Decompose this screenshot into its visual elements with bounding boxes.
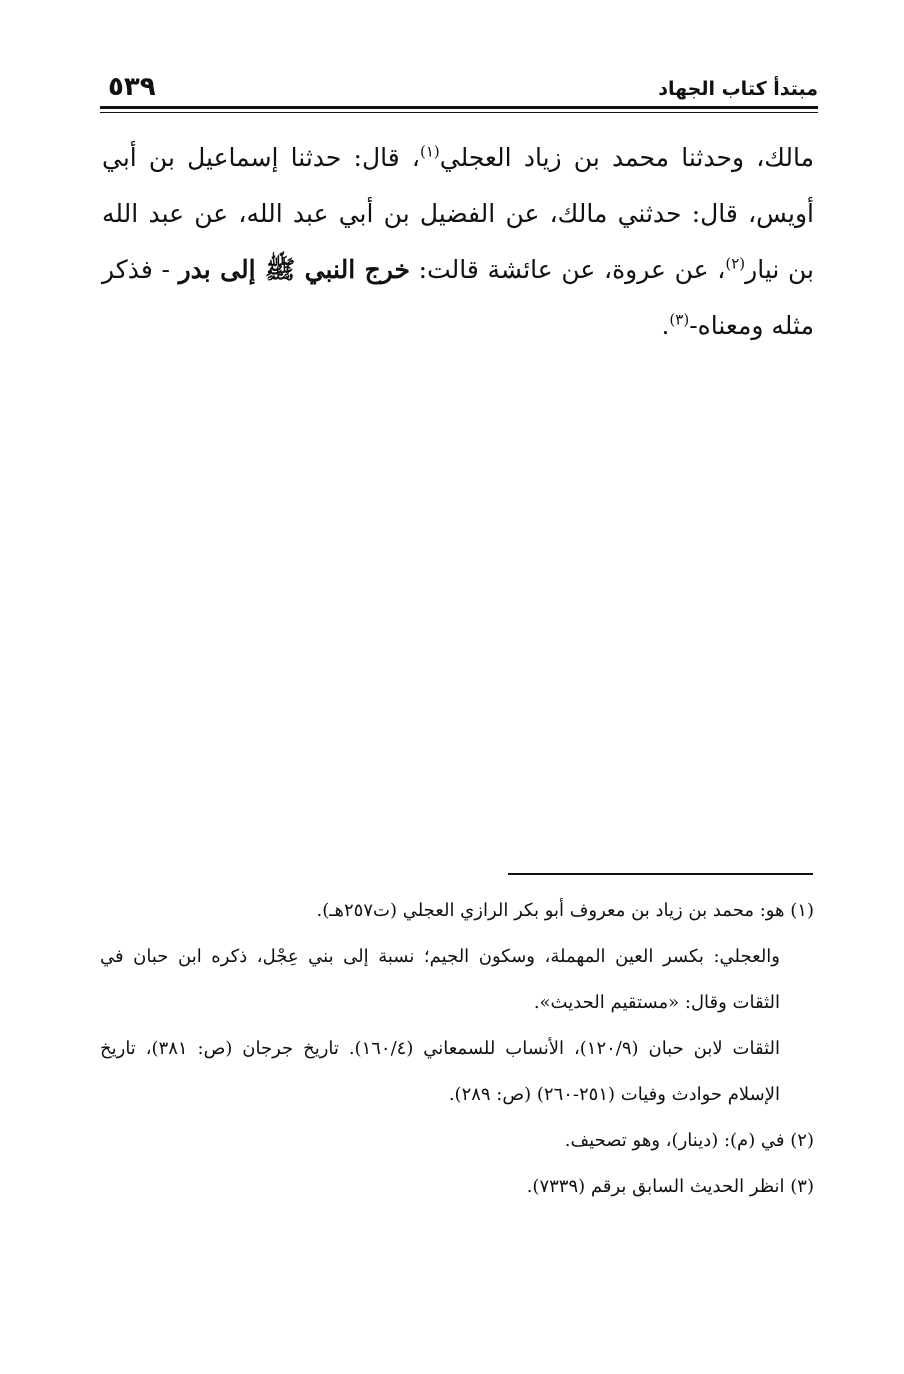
hadith-text-part2: ، قال: حدثنا إسماعيل بن أبي أويس، قال: حدثني مالك، عن الفضيل بن أبي عبد الله، عن عبد الله بن نيار [102, 143, 814, 284]
hadith-text-part1: مالك، وحدثنا محمد بن زياد العجلي [439, 143, 814, 172]
hadith-paragraph [102, 130, 814, 354]
footnote-separator [508, 873, 813, 875]
footnotes [100, 888, 814, 1210]
footnote-3: (٣) انظر الحديث السابق برقم (٧٣٣٩). [526, 1176, 814, 1197]
running-title: مبتدأ كتاب الجهاد [658, 78, 818, 100]
hadith-text-part3: ، عن عروة، عن عائشة قالت: [409, 255, 726, 284]
header-rule-thin [100, 112, 818, 113]
footnote-ref-3: (٣) [669, 310, 690, 329]
footnote-1-sources: الثقات لابن حبان (١٢٠/٩)، الأنساب للسمعاني (١٦٠/٤). تاريخ جرجان (ص: ٣٨١)، تاريخ الإسلام حوادث وفيات (٢٥١-٢٦٠) (ص: ٢٨٩). [100, 1038, 780, 1105]
page-header [100, 70, 818, 106]
footnote-1-nisba: والعجلي: بكسر العين المهملة، وسكون الجيم؛ نسبة إلى بني عِجْل، ذكره ابن حبان في الثقات وقال: «مستقيم الحديث». [100, 946, 780, 1013]
hadith-matn-bold: خرج النبي ﷺ إلى بدر [178, 255, 410, 284]
header-rule-thick [100, 106, 818, 109]
footnote-ref-2: (٢) [725, 254, 746, 273]
footnote-2: (٢) في (م): (دينار)، وهو تصحيف. [564, 1130, 814, 1151]
hadith-text-part5: . [661, 311, 670, 340]
footnote-ref-1: (١) [419, 142, 440, 161]
hadith-text-part4: - فذكر مثله ومعناه- [102, 255, 814, 340]
page-number: ٥٣٩ [108, 72, 156, 102]
hadith-text [102, 130, 814, 354]
footnote-1: (١) هو: محمد بن زياد بن معروف أبو بكر الرازي العجلي (ت٢٥٧هـ). [316, 900, 814, 921]
